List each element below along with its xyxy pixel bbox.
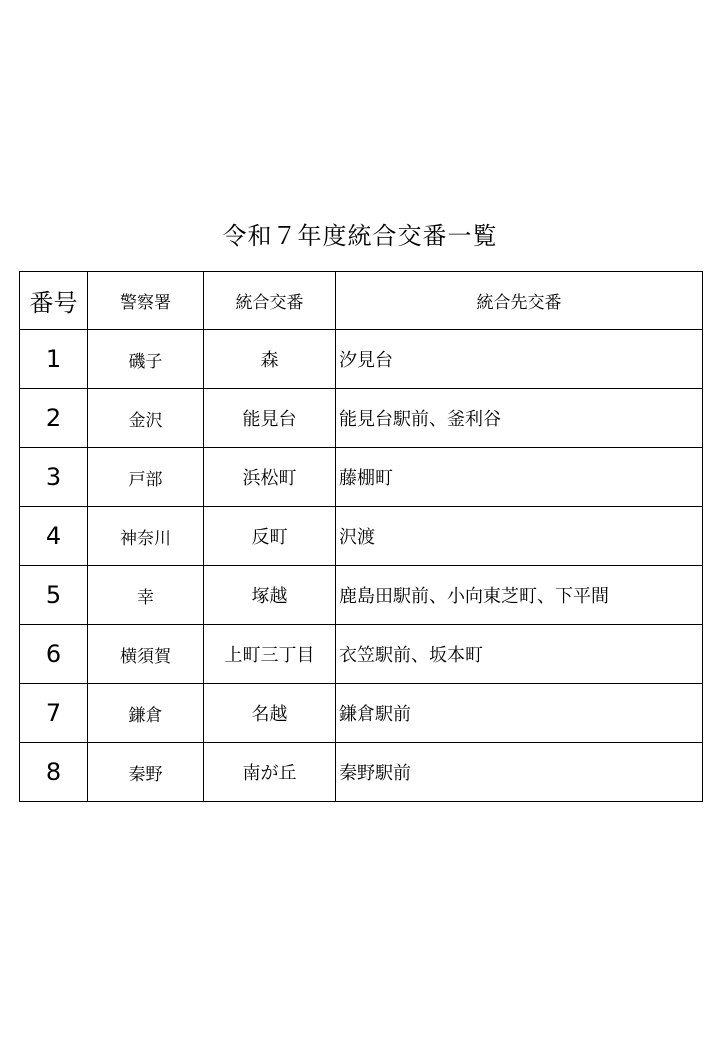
row-merged-into: 汐見台 [336, 330, 703, 389]
row-number: 4 [20, 507, 88, 566]
row-merged-into: 鎌倉駅前 [336, 684, 703, 743]
row-number: 8 [20, 743, 88, 802]
table-row [20, 743, 703, 802]
row-integrated-box: 南が丘 [204, 743, 336, 802]
table-row [20, 448, 703, 507]
row-station: 戸部 [88, 448, 204, 507]
table-row [20, 684, 703, 743]
row-integrated-box: 森 [204, 330, 336, 389]
row-merged-into: 衣笠駅前、坂本町 [336, 625, 703, 684]
row-integrated-box: 塚越 [204, 566, 336, 625]
header-number: 番号 [20, 272, 88, 330]
row-merged-into: 鹿島田駅前、小向東芝町、下平間 [336, 566, 703, 625]
row-station: 金沢 [88, 389, 204, 448]
table-row [20, 330, 703, 389]
row-station: 横須賀 [88, 625, 204, 684]
header-merged-into: 統合先交番 [336, 272, 703, 330]
row-merged-into: 沢渡 [336, 507, 703, 566]
row-integrated-box: 能見台 [204, 389, 336, 448]
table-row [20, 566, 703, 625]
header-integrated-box: 統合交番 [204, 272, 336, 330]
row-station: 秦野 [88, 743, 204, 802]
row-integrated-box: 上町三丁目 [204, 625, 336, 684]
row-station: 鎌倉 [88, 684, 204, 743]
row-number: 6 [20, 625, 88, 684]
row-merged-into: 秦野駅前 [336, 743, 703, 802]
row-number: 1 [20, 330, 88, 389]
row-merged-into: 能見台駅前、釜利谷 [336, 389, 703, 448]
table-row [20, 625, 703, 684]
row-station: 磯子 [88, 330, 204, 389]
police-box-table [19, 271, 703, 802]
row-number: 7 [20, 684, 88, 743]
table-row [20, 389, 703, 448]
table-row [20, 507, 703, 566]
row-number: 2 [20, 389, 88, 448]
row-merged-into: 藤棚町 [336, 448, 703, 507]
row-station: 神奈川 [88, 507, 204, 566]
document-title: 令和７年度統合交番一覧 [222, 222, 498, 250]
row-number: 5 [20, 566, 88, 625]
row-integrated-box: 名越 [204, 684, 336, 743]
header-station: 警察署 [88, 272, 204, 330]
table-header-row [20, 272, 703, 330]
row-integrated-box: 浜松町 [204, 448, 336, 507]
row-integrated-box: 反町 [204, 507, 336, 566]
row-station: 幸 [88, 566, 204, 625]
row-number: 3 [20, 448, 88, 507]
